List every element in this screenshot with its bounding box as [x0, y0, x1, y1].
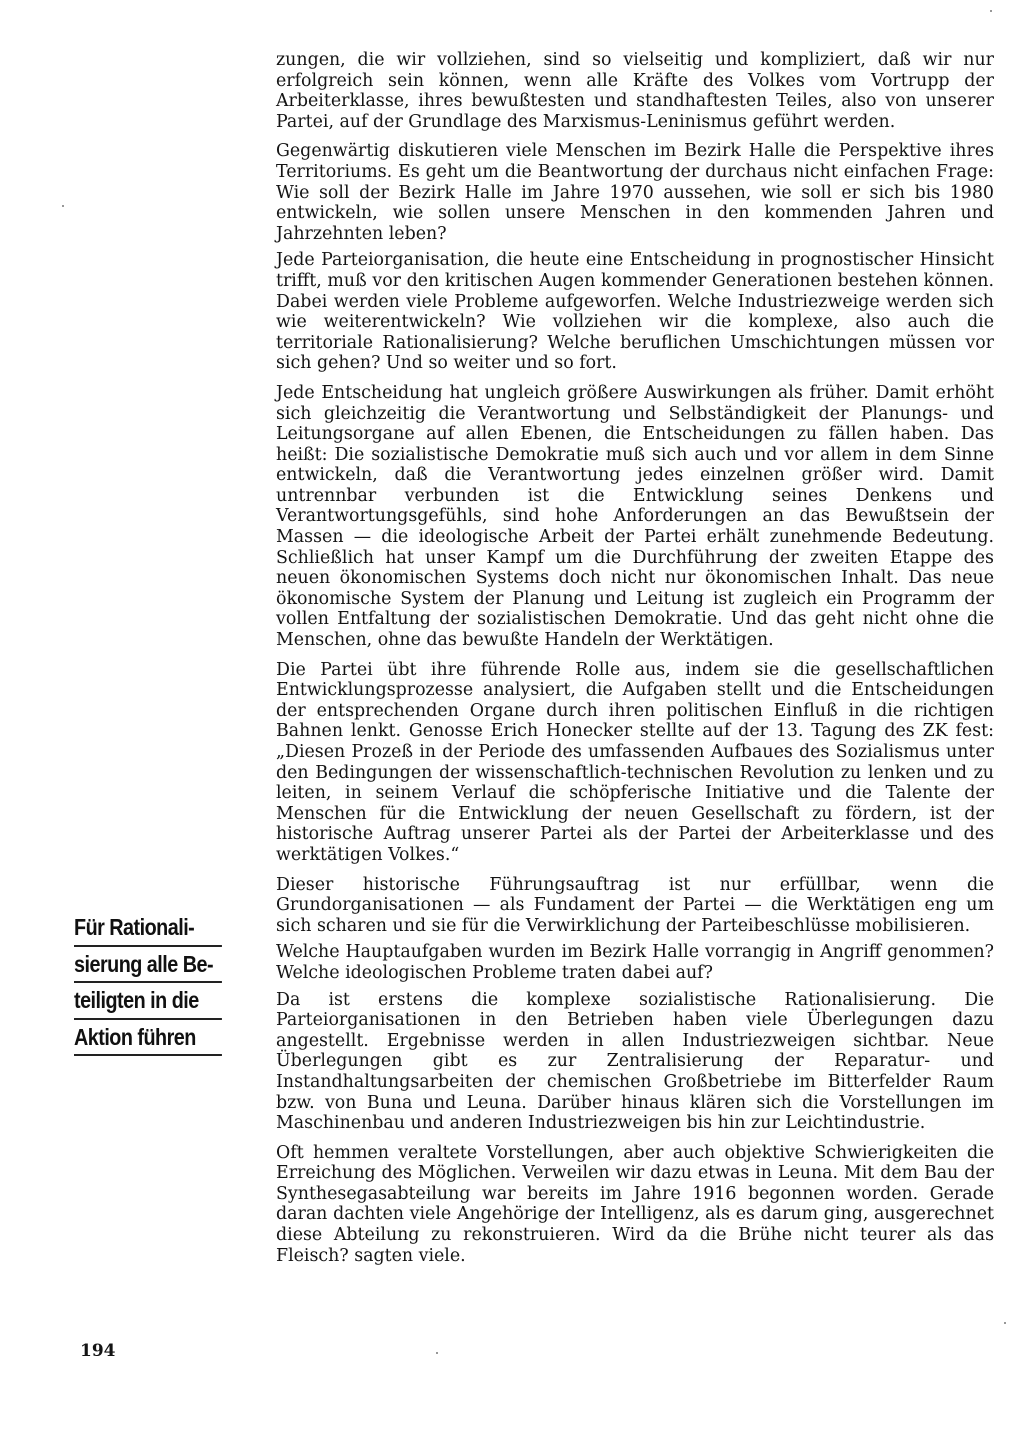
- paragraph: Jede Entscheidung hat ungleich größere Auswirkungen als früher. Damit erhöht sich gleichzeitig die Verantwortung und Selbständigkeit der Planungs- und Leitungsorgane auf allen Ebenen, die Entscheidungen zu fällen haben. Das heißt: Die sozialistische Demokratie muß sich auch und vor allem in dem Sinne entwickeln, daß die Verantwortung jedes einzelnen größer wird. Damit untrennbar verbunden ist die Entwicklung seines Denkens und Verantwortungsgefühls, sind hohe Anforderungen an das Bewußtsein der Massen — die ideologische Arbeit der Partei erhält zunehmende Bedeutung. Schließlich hat unser Kampf um die Durchführung der zweiten Etappe des neuen ökonomischen Systems doch nicht nur ökonomischen Inhalt. Das neue ökonomische System der Planung und Leitung ist zugleich ein Programm der vollen Entfaltung der sozialistischen Demokratie. Und das geht nicht ohne die Menschen, ohne das bewußte Handeln der Werktätigen.: [276, 382, 994, 651]
- paragraph: Jede Parteiorganisation, die heute eine Entscheidung in prognostischer Hinsicht trifft, muß vor den kritischen Augen kommender Generationen bestehen können. Dabei werden viele Probleme aufgeworfen. Welche Industriezweige werden sich wie weiterentwickeln? Wie vollziehen wir die komplexe, also auch die territoriale Rationalisierung? Welche beruflichen Umschichtungen müssen vor sich gehen? Und so weiter und so fort.: [276, 250, 994, 374]
- margin-heading-line: sierung alle Be-: [74, 947, 222, 984]
- paragraph: Welche Hauptaufgaben wurden im Bezirk Halle vorrangig in Angriff genommen? Welche ideologischen Probleme traten dabei auf?: [276, 942, 994, 983]
- margin-heading: [74, 910, 222, 1056]
- scan-speck: [1004, 1322, 1006, 1324]
- scan-speck: [436, 1352, 438, 1354]
- body-text: [276, 50, 994, 1275]
- scan-speck: [990, 10, 992, 12]
- scan-speck: [62, 205, 64, 207]
- paragraph: Die Partei übt ihre führende Rolle aus, indem sie die gesellschaftlichen Entwicklungsprozesse analysiert, die Aufgaben stellt und die Entscheidungen der entsprechenden Organe durch ihren politischen Einfluß in die richtigen Bahnen lenkt. Genosse Erich Honecker stellte auf der 13. Tagung des ZK fest: „Diesen Prozeß in der Periode des umfassenden Aufbaues des Sozialismus unter den Bedingungen der wissenschaftlich-technischen Revolution zu lenken und zu leiten, in seinem Verlauf die schöpferische Initiative und die Talente der Menschen für die Entwicklung der neuen Gesellschaft zu fördern, ist der historische Auftrag unserer Partei als der Partei der Arbeiterklasse und des werktätigen Volkes.“: [276, 659, 994, 865]
- page-number: 194: [80, 1341, 116, 1361]
- margin-heading-line: Für Rationali-: [74, 910, 222, 947]
- paragraph: Dieser historische Führungsauftrag ist nur erfüllbar, wenn die Grundorganisationen — als Fundament der Partei — die Werktätigen eng um sich scharen und sie für die Verwirklichung der Parteibeschlüsse mobilisieren.: [276, 874, 994, 936]
- paragraph: Oft hemmen veraltete Vorstellungen, aber auch objektive Schwierigkeiten die Erreichung des Möglichen. Verweilen wir dazu etwas in Leuna. Mit dem Bau der Synthesegasabteilung war bereits im Jahre 1916 begonnen worden. Gerade daran dachten viele Angehörige der Intelligenz, als es darum ging, ausgerechnet diese Abteilung zu rekonstruieren. Wird da die Brühe nicht teurer als das Fleisch? sagten viele.: [276, 1142, 994, 1266]
- margin-heading-line: Aktion führen: [74, 1020, 222, 1057]
- margin-heading-line: teiligten in die: [74, 983, 222, 1020]
- paragraph: zungen, die wir vollziehen, sind so vielseitig und kompliziert, daß wir nur erfolgreich sein können, wenn alle Kräfte des Volkes vom Vortrupp der Arbeiterklasse, ihres bewußtesten und standhaftesten Teiles, also von unserer Partei, auf der Grundlage des Marxismus-Leninismus geführt werden.: [276, 50, 994, 132]
- paragraph: Gegenwärtig diskutieren viele Menschen im Bezirk Halle die Perspektive ihres Territoriums. Es geht um die Beantwortung der durchaus nicht einfachen Frage: Wie soll der Bezirk Halle im Jahre 1970 aussehen, wie soll er sich bis 1980 entwickeln, wie sollen unsere Menschen in den kommenden Jahren und Jahrzehnten leben?: [276, 141, 994, 244]
- paragraph: Da ist erstens die komplexe sozialistische Rationalisierung. Die Parteiorganisationen in den Betrieben haben viele Überlegungen dazu angestellt. Ergebnisse werden in allen Industriezweigen sichtbar. Neue Überlegungen gibt es zur Zentralisierung der Reparatur- und Instandhaltungsarbeiten der chemischen Großbetriebe im Bitterfelder Raum bzw. von Buna und Leuna. Darüber hinaus klären sich die Vorstellungen im Maschinenbau und anderen Industriezweigen bis hin zur Leichtindustrie.: [276, 989, 994, 1134]
